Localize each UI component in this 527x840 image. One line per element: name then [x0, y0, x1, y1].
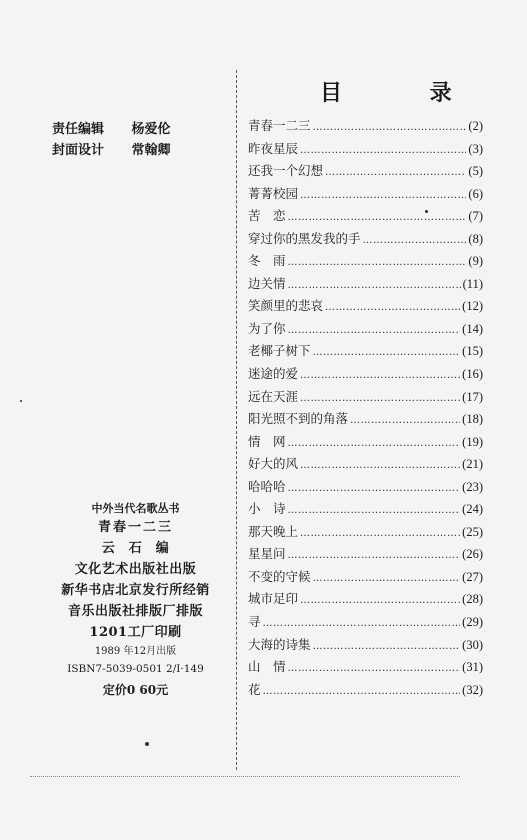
toc-entry-page: (17) — [462, 389, 483, 404]
toc-leader-dots — [350, 415, 460, 426]
toc-leader-dots — [288, 438, 461, 449]
credit-role: 封面设计 — [52, 143, 105, 158]
toc-entry — [248, 522, 483, 545]
speck-mark — [145, 742, 149, 746]
credit-editor — [52, 118, 171, 139]
colophon-editor: 云 石 编 — [101, 541, 170, 556]
toc-entry-page: (27) — [462, 569, 483, 584]
toc-entry-title: 菁菁校园 — [248, 185, 299, 201]
toc-leader-dots — [288, 325, 461, 336]
toc-entry-title: 昨夜星辰 — [248, 140, 299, 156]
toc-entry-title: 青春一二三 — [248, 118, 311, 133]
toc-entry — [248, 206, 483, 229]
speck-mark — [20, 400, 22, 402]
toc-entry-page: (12) — [462, 299, 483, 314]
toc-entry-title: 情 网 — [248, 433, 286, 449]
toc-leader-dots — [313, 347, 461, 358]
colophon-typesetter: 音乐出版社排版厂排版 — [67, 604, 203, 619]
toc-entry-page: (9) — [468, 254, 483, 269]
toc-entry — [248, 477, 483, 500]
toc-entry-page: (18) — [462, 412, 483, 427]
toc-entry — [248, 251, 483, 274]
toc-entry — [248, 139, 483, 162]
colophon-price: 定价0 60元 — [102, 683, 169, 697]
toc-entry — [248, 319, 483, 342]
toc-entry-title: 远在天涯 — [248, 388, 299, 404]
colophon-distributor: 新华书店北京发行所经销 — [61, 583, 210, 598]
toc-entry-title: 大海的诗集 — [248, 636, 311, 652]
toc-entry-page: (11) — [462, 276, 483, 291]
credit-role: 责任编辑 — [52, 122, 105, 137]
toc-leader-dots — [288, 280, 461, 291]
toc-entry-page: (15) — [462, 344, 483, 359]
toc-entry — [248, 364, 483, 387]
toc-entry-page: (32) — [462, 682, 483, 697]
toc-entry — [248, 274, 483, 297]
toc-leader-dots — [300, 460, 460, 471]
toc-entry-page: (5) — [468, 164, 483, 179]
toc-leader-dots — [300, 370, 460, 381]
toc-leader-dots — [313, 573, 461, 584]
colophon — [48, 500, 223, 701]
toc-leader-dots — [288, 505, 461, 516]
toc-entry-page: (28) — [462, 592, 483, 607]
toc-leader-dots — [288, 257, 467, 268]
toc-entry-page: (7) — [468, 209, 483, 224]
toc-entry-title: 苦 恋 — [248, 208, 286, 224]
toc-leader-dots — [300, 595, 460, 606]
toc-entry-title: 小 诗 — [248, 501, 286, 517]
toc-entry-page: (26) — [462, 547, 483, 562]
toc-entry — [248, 387, 483, 410]
speck-mark — [425, 210, 428, 213]
toc-leader-dots — [263, 618, 461, 629]
toc-entry — [248, 635, 483, 658]
toc-entry-page: (3) — [468, 141, 483, 156]
toc-leader-dots — [325, 167, 466, 178]
toc-entry-title: 哈哈哈 — [248, 478, 286, 494]
toc-entry — [248, 229, 483, 252]
toc-entry — [248, 161, 483, 184]
toc-entry-title: 迷途的爱 — [248, 366, 299, 382]
toc-entry-title: 寻 — [248, 614, 261, 630]
toc-entry-title: 穿过你的黑发我的手 — [248, 230, 361, 246]
toc-entry-title: 老椰子树下 — [248, 343, 311, 359]
toc-entry-page: (8) — [468, 231, 483, 246]
toc-leader-dots — [363, 235, 467, 246]
toc-entry — [248, 432, 483, 455]
toc-entry-page: (19) — [462, 434, 483, 449]
colophon-series: 中外当代名歌丛书 — [91, 502, 180, 515]
toc-entry-page: (30) — [462, 637, 483, 652]
toc-entry — [248, 567, 483, 590]
toc-entry — [248, 184, 483, 207]
toc-entry-title: 笑颜里的悲哀 — [248, 298, 324, 314]
toc-leader-dots — [300, 528, 460, 539]
toc-entry-page: (14) — [462, 321, 483, 336]
page-divider — [236, 70, 237, 770]
credit-name: 常翰卿 — [131, 143, 171, 158]
toc-leader-dots — [325, 302, 460, 313]
toc-leader-dots — [313, 122, 467, 133]
toc-leader-dots — [288, 663, 461, 674]
toc-entry-title: 阳光照不到的角落 — [248, 411, 349, 427]
toc-entry-title: 那天晚上 — [248, 523, 299, 539]
credit-name: 杨爱伦 — [131, 122, 171, 137]
colophon-publisher: 文化艺术出版社出版 — [74, 562, 197, 577]
table-of-contents — [248, 116, 483, 702]
toc-entry — [248, 341, 483, 364]
toc-entry-title: 城市足印 — [248, 591, 299, 607]
toc-leader-dots — [300, 393, 460, 404]
toc-leader-dots — [288, 483, 461, 494]
colophon-book-title: 青春一二三 — [97, 520, 173, 535]
colophon-edition: 1989 年12月出版 — [94, 646, 177, 657]
toc-leader-dots — [288, 212, 467, 223]
toc-leader-dots — [313, 641, 461, 652]
toc-entry — [248, 680, 483, 703]
toc-entry-page: (16) — [462, 367, 483, 382]
toc-entry — [248, 296, 483, 319]
toc-entry-page: (25) — [462, 524, 483, 539]
toc-entry-title: 为了你 — [248, 320, 286, 336]
colophon-isbn: ISBN7-5039-0501 2/I·149 — [67, 663, 204, 675]
toc-entry-title: 星星问 — [248, 546, 286, 562]
toc-entry-page: (29) — [462, 615, 483, 630]
toc-heading: 目 录 — [320, 80, 492, 106]
toc-entry-title: 好大的风 — [248, 456, 299, 472]
toc-leader-dots — [263, 686, 461, 697]
toc-entry — [248, 657, 483, 680]
toc-leader-dots — [288, 550, 461, 561]
toc-entry — [248, 612, 483, 635]
toc-entry — [248, 589, 483, 612]
toc-entry — [248, 454, 483, 477]
colophon-printer: 1201工厂印刷 — [89, 625, 182, 640]
toc-entry-title: 边关情 — [248, 275, 286, 291]
toc-entry-page: (23) — [462, 479, 483, 494]
toc-entry-page: (21) — [462, 457, 483, 472]
toc-entry — [248, 409, 483, 432]
toc-entry — [248, 544, 483, 567]
toc-entry-title: 冬 雨 — [248, 253, 286, 269]
toc-entry-page: (6) — [468, 186, 483, 201]
toc-entry-page: (31) — [462, 660, 483, 675]
credit-cover-design — [52, 139, 171, 160]
toc-entry-title: 花 — [248, 681, 261, 697]
credits-block — [52, 118, 171, 160]
toc-entry — [248, 499, 483, 522]
toc-leader-dots — [300, 190, 466, 201]
toc-entry-title: 山 情 — [248, 659, 286, 675]
toc-entry-page: (2) — [468, 119, 483, 133]
toc-leader-dots — [300, 145, 466, 156]
toc-entry-title: 不变的守候 — [248, 568, 311, 584]
page-bottom-edge — [30, 776, 460, 777]
toc-entry-page: (24) — [462, 502, 483, 517]
toc-entry — [248, 116, 483, 139]
toc-entry-title: 还我一个幻想 — [248, 163, 324, 179]
